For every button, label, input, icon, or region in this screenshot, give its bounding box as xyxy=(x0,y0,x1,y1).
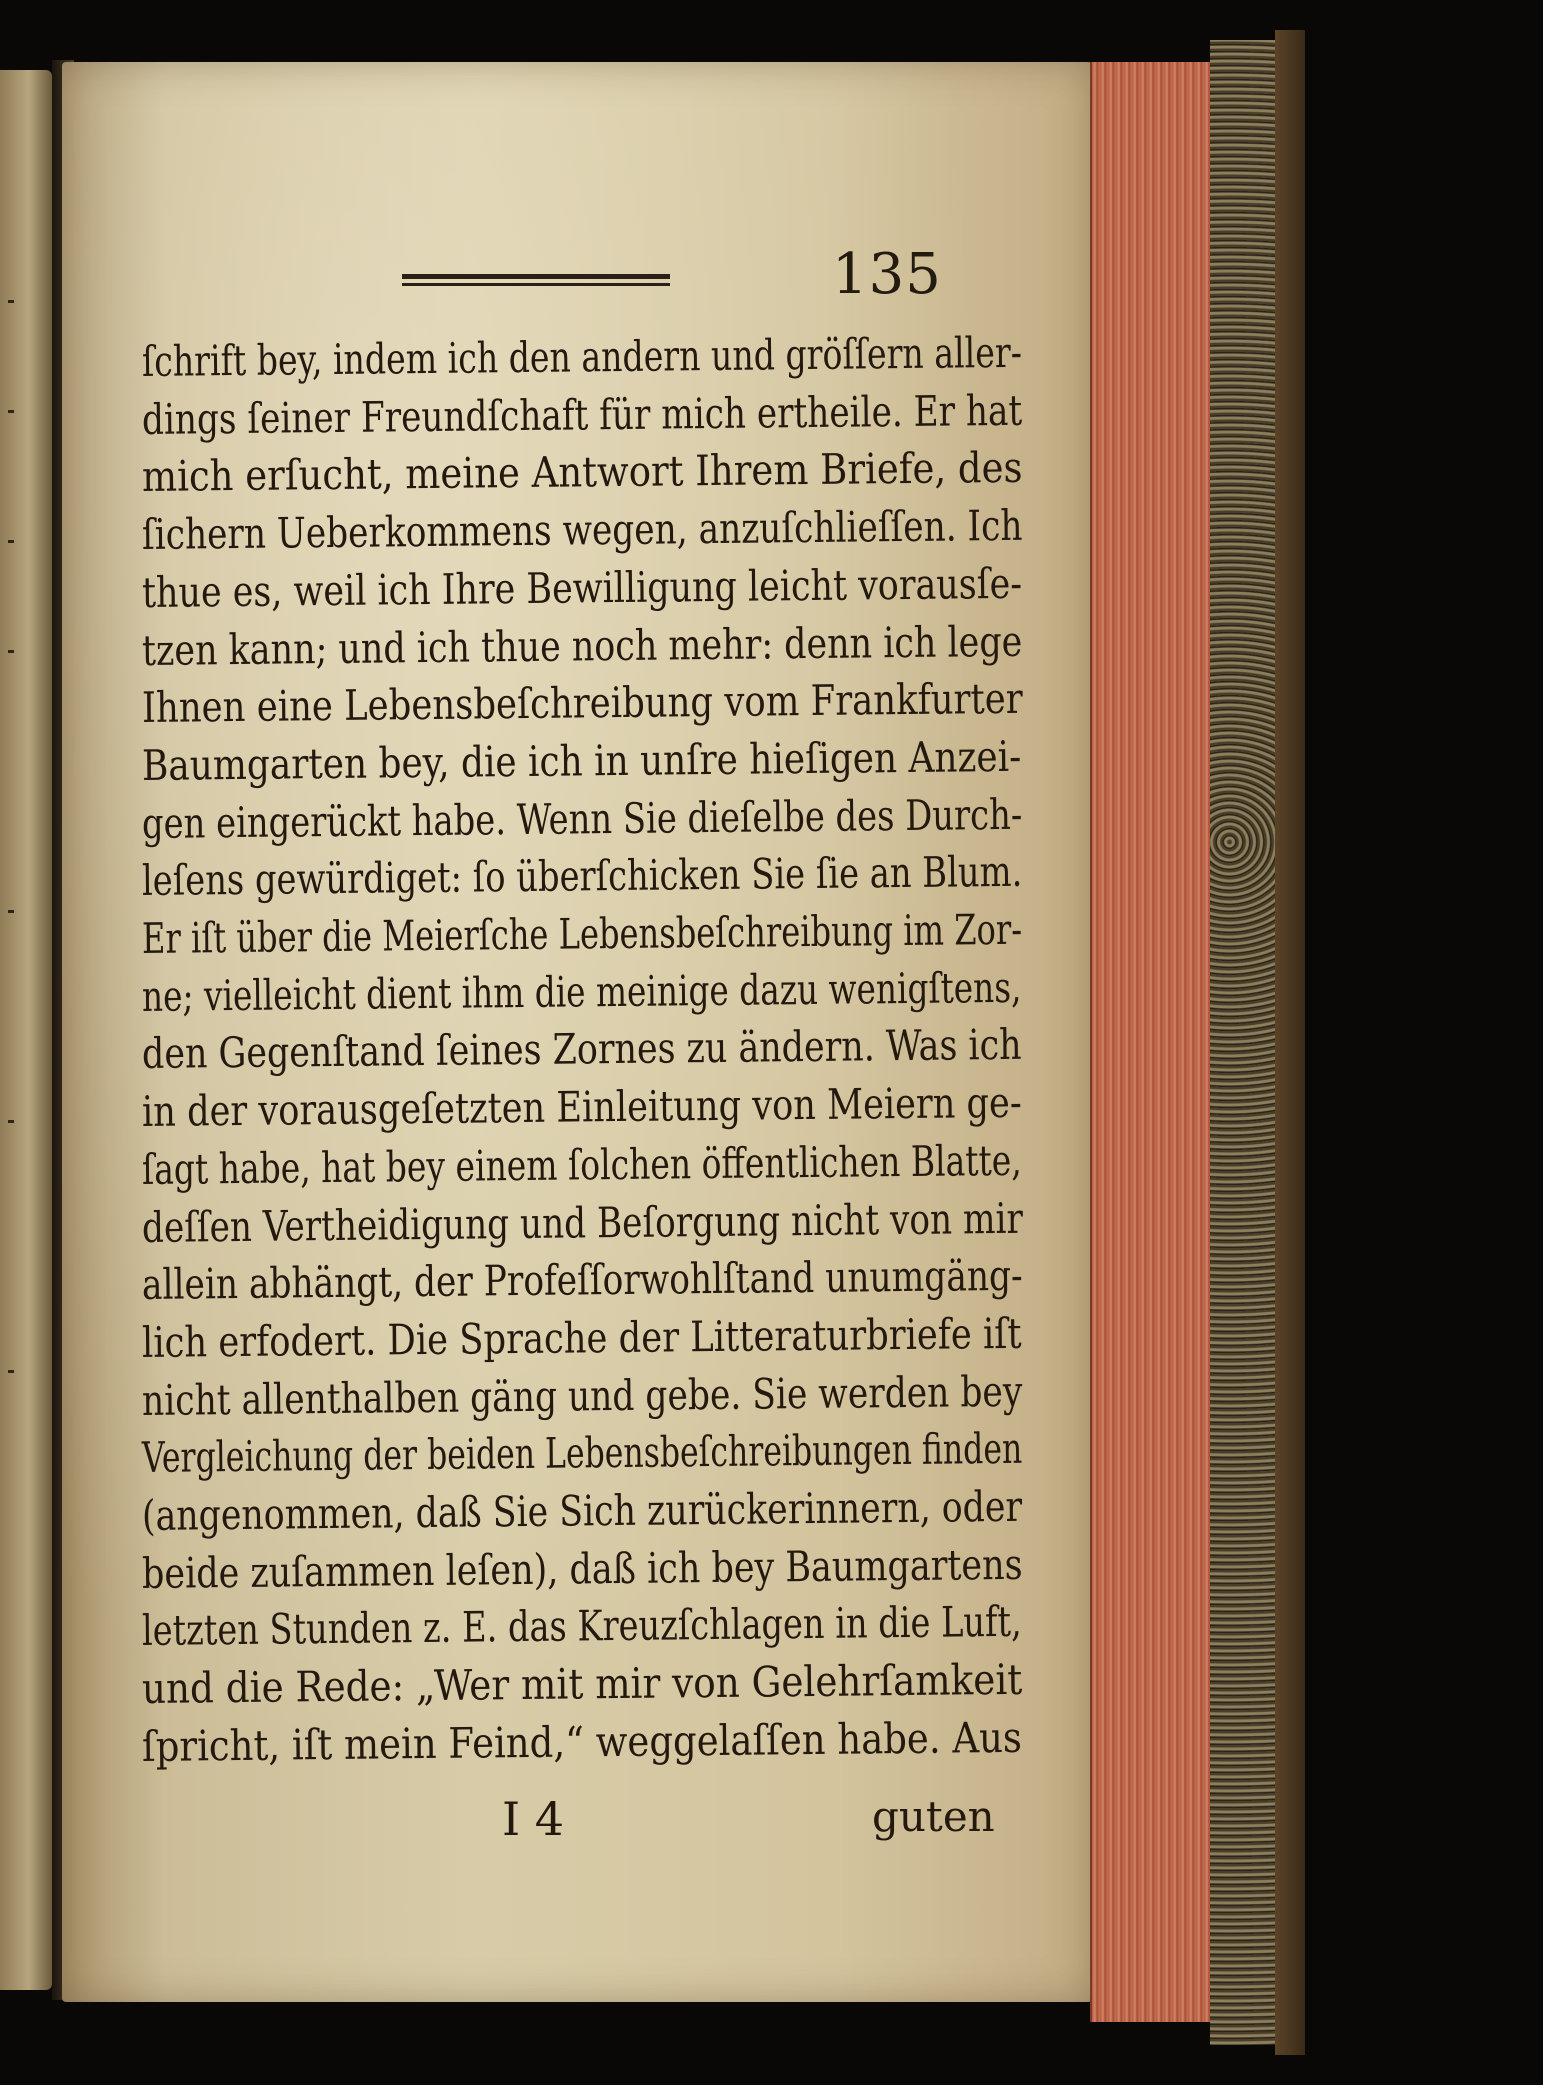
text-line: lich erfodert. Die Sprache der Litteraturbriefe iſt xyxy=(141,1308,1022,1367)
text-line: den Gegenſtand ſeines Zornes zu ändern. Was ich xyxy=(141,1020,1022,1079)
text-line: in der vorausgeſetzten Einleitung von Meiern ge- xyxy=(141,1077,1022,1137)
book-spine xyxy=(1275,30,1305,2055)
left-facing-page xyxy=(0,70,52,1990)
text-line: mich erſucht, meine Antwort Ihrem Briefe, des xyxy=(141,443,1023,502)
marbled-board xyxy=(1210,40,1278,2045)
text-line: ſchrift bey, indem ich den andern und gröſſern aller- xyxy=(141,327,1023,386)
text-line: letzten Stunden z. E. das Kreuzſchlagen in die Luft, xyxy=(141,1597,1022,1656)
text-line: dings ſeiner Freundſchaft für mich ertheile. Er hat xyxy=(141,385,1023,444)
page-edges xyxy=(1090,62,1214,2022)
text-line: Er iſt über die Meierſche Lebensbeſchreibung im Zor- xyxy=(141,904,1023,963)
text-line: allein abhängt, der Profeſſorwohlſtand unumgäng- xyxy=(141,1250,1023,1310)
text-line: beide zuſammen leſen), daß ich bey Baumgartens xyxy=(141,1539,1023,1598)
left-page-mark xyxy=(8,300,14,303)
text-line: gen eingerückt habe. Wenn Sie dieſelbe des Durch- xyxy=(141,789,1023,848)
text-line: nicht allenthalben gäng und gebe. Sie werden bey xyxy=(141,1366,1023,1425)
left-page-mark xyxy=(8,1120,14,1123)
header-rule xyxy=(402,274,670,286)
left-page-mark xyxy=(8,410,14,413)
text-line: ſpricht, iſt mein Feind,“ weggelaſſen habe. Aus xyxy=(141,1712,1023,1771)
text-line: deſſen Vertheidigung und Beſorgung nicht von mir xyxy=(141,1193,1024,1252)
text-line: ne; vielleicht dient ihm die meinige dazu wenigſtens, xyxy=(141,962,1022,1021)
text-line: Ihnen eine Lebensbeſchreibung vom Frankfurter xyxy=(141,673,1023,733)
left-page-mark xyxy=(8,1370,14,1373)
text-line: tzen kann; und ich thue noch mehr: denn ich lege xyxy=(141,616,1023,675)
left-page-mark xyxy=(8,910,14,913)
left-page-mark xyxy=(8,650,14,653)
text-line: und die Rede: „Wer mit mir von Gelehrſamkeit xyxy=(141,1654,1023,1714)
text-line: Baumgarten bey, die ich in unſre hieſigen Anzei- xyxy=(141,731,1022,790)
text-line: ſichern Ueberkommens wegen, anzuſchlieſſen. Ich xyxy=(141,500,1023,560)
text-line: Vergleichung der beiden Lebensbeſchreibungen finden xyxy=(141,1424,1023,1483)
book-page xyxy=(62,62,1092,2002)
page-number: 135 xyxy=(832,242,942,307)
catchword: guten xyxy=(872,1792,995,1841)
page-text-block xyxy=(62,62,1092,2002)
text-line: (angenommen, daß Sie Sich zurückerinnern, oder xyxy=(141,1481,1023,1540)
left-page-mark xyxy=(8,540,14,543)
text-line: thue es, weil ich Ihre Bewilligung leicht vorausſe- xyxy=(141,558,1023,617)
text-line: leſens gewürdiget: ſo überſchicken Sie ſie an Blum. xyxy=(141,847,1023,906)
signature-mark: I 4 xyxy=(502,1792,565,1846)
text-line: ſagt habe, hat bey einem ſolchen öffentlichen Blatte, xyxy=(141,1135,1022,1194)
